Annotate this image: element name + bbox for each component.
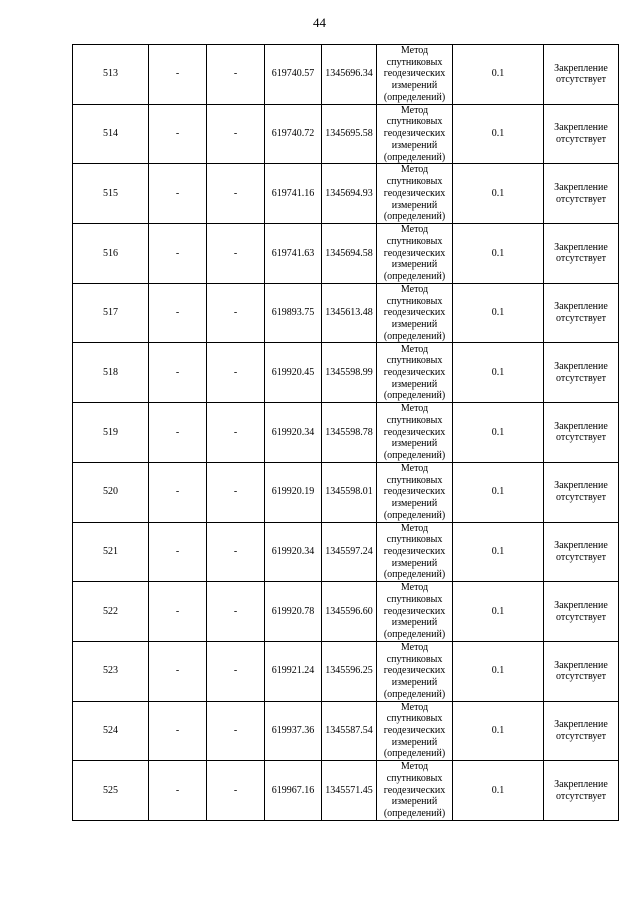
cell-empty-dash: -	[207, 582, 265, 642]
cell-accuracy: 0.1	[453, 224, 544, 284]
cell-coordinate-y: 1345598.78	[322, 403, 377, 463]
cell-coordinate-y: 1345694.58	[322, 224, 377, 284]
cell-point-number: 524	[73, 701, 149, 761]
cell-empty-dash: -	[149, 403, 207, 463]
cell-coordinate-x: 619740.57	[265, 45, 322, 105]
cell-coordinate-y: 1345695.58	[322, 104, 377, 164]
cell-coordinate-y: 1345596.60	[322, 582, 377, 642]
cell-coordinate-x: 619740.72	[265, 104, 322, 164]
cell-method: Метод спутниковых геодезических измерений (определений)	[377, 343, 453, 403]
cell-empty-dash: -	[149, 522, 207, 582]
cell-method: Метод спутниковых геодезических измерений (определений)	[377, 45, 453, 105]
page-number: 44	[313, 15, 326, 30]
cell-empty-dash: -	[207, 403, 265, 463]
cell-empty-dash: -	[149, 761, 207, 821]
cell-point-number: 520	[73, 462, 149, 522]
cell-point-number: 517	[73, 283, 149, 343]
cell-fixation: Закрепление отсутствует	[544, 104, 619, 164]
cell-coordinate-y: 1345598.99	[322, 343, 377, 403]
table-body	[73, 45, 619, 821]
cell-method: Метод спутниковых геодезических измерений (определений)	[377, 701, 453, 761]
table-row	[73, 701, 619, 761]
cell-fixation: Закрепление отсутствует	[544, 343, 619, 403]
cell-empty-dash: -	[207, 343, 265, 403]
cell-fixation: Закрепление отсутствует	[544, 164, 619, 224]
cell-point-number: 513	[73, 45, 149, 105]
table-row	[73, 104, 619, 164]
table-row	[73, 343, 619, 403]
cell-fixation: Закрепление отсутствует	[544, 761, 619, 821]
cell-method: Метод спутниковых геодезических измерений (определений)	[377, 403, 453, 463]
cell-accuracy: 0.1	[453, 104, 544, 164]
table-row	[73, 283, 619, 343]
table-row	[73, 164, 619, 224]
cell-empty-dash: -	[207, 701, 265, 761]
table-row	[73, 522, 619, 582]
cell-method: Метод спутниковых геодезических измерений (определений)	[377, 641, 453, 701]
table-row	[73, 582, 619, 642]
cell-coordinate-y: 1345571.45	[322, 761, 377, 821]
cell-accuracy: 0.1	[453, 164, 544, 224]
cell-point-number: 515	[73, 164, 149, 224]
cell-method: Метод спутниковых геодезических измерений (определений)	[377, 462, 453, 522]
cell-accuracy: 0.1	[453, 462, 544, 522]
cell-fixation: Закрепление отсутствует	[544, 403, 619, 463]
cell-point-number: 525	[73, 761, 149, 821]
table-row	[73, 403, 619, 463]
cell-method: Метод спутниковых геодезических измерений (определений)	[377, 224, 453, 284]
cell-fixation: Закрепление отсутствует	[544, 582, 619, 642]
cell-point-number: 516	[73, 224, 149, 284]
cell-coordinate-x: 619921.24	[265, 641, 322, 701]
cell-empty-dash: -	[149, 343, 207, 403]
cell-coordinate-x: 619920.34	[265, 522, 322, 582]
cell-method: Метод спутниковых геодезических измерений (определений)	[377, 582, 453, 642]
cell-fixation: Закрепление отсутствует	[544, 522, 619, 582]
cell-coordinate-x: 619967.16	[265, 761, 322, 821]
cell-fixation: Закрепление отсутствует	[544, 45, 619, 105]
cell-empty-dash: -	[207, 104, 265, 164]
cell-accuracy: 0.1	[453, 701, 544, 761]
cell-empty-dash: -	[149, 582, 207, 642]
cell-method: Метод спутниковых геодезических измерений (определений)	[377, 283, 453, 343]
cell-coordinate-x: 619893.75	[265, 283, 322, 343]
cell-coordinate-y: 1345694.93	[322, 164, 377, 224]
cell-fixation: Закрепление отсутствует	[544, 462, 619, 522]
cell-coordinate-x: 619741.63	[265, 224, 322, 284]
cell-empty-dash: -	[207, 462, 265, 522]
cell-empty-dash: -	[207, 224, 265, 284]
table-row	[73, 45, 619, 105]
cell-accuracy: 0.1	[453, 641, 544, 701]
cell-coordinate-x: 619920.34	[265, 403, 322, 463]
cell-coordinate-y: 1345596.25	[322, 641, 377, 701]
cell-coordinate-x: 619920.19	[265, 462, 322, 522]
cell-coordinate-y: 1345696.34	[322, 45, 377, 105]
cell-coordinate-y: 1345598.01	[322, 462, 377, 522]
cell-empty-dash: -	[149, 701, 207, 761]
cell-point-number: 518	[73, 343, 149, 403]
cell-accuracy: 0.1	[453, 343, 544, 403]
cell-coordinate-x: 619920.45	[265, 343, 322, 403]
cell-accuracy: 0.1	[453, 45, 544, 105]
cell-fixation: Закрепление отсутствует	[544, 641, 619, 701]
cell-empty-dash: -	[149, 45, 207, 105]
cell-coordinate-x: 619920.78	[265, 582, 322, 642]
cell-point-number: 514	[73, 104, 149, 164]
table-row	[73, 224, 619, 284]
cell-fixation: Закрепление отсутствует	[544, 701, 619, 761]
cell-point-number: 521	[73, 522, 149, 582]
cell-accuracy: 0.1	[453, 283, 544, 343]
cell-point-number: 523	[73, 641, 149, 701]
cell-empty-dash: -	[207, 641, 265, 701]
cell-empty-dash: -	[149, 224, 207, 284]
cell-method: Метод спутниковых геодезических измерений (определений)	[377, 164, 453, 224]
coordinates-table	[72, 44, 619, 821]
cell-empty-dash: -	[207, 761, 265, 821]
cell-coordinate-x: 619741.16	[265, 164, 322, 224]
cell-empty-dash: -	[149, 283, 207, 343]
cell-point-number: 522	[73, 582, 149, 642]
cell-fixation: Закрепление отсутствует	[544, 224, 619, 284]
cell-empty-dash: -	[149, 104, 207, 164]
cell-coordinate-y: 1345597.24	[322, 522, 377, 582]
cell-coordinate-y: 1345613.48	[322, 283, 377, 343]
cell-method: Метод спутниковых геодезических измерений (определений)	[377, 761, 453, 821]
cell-method: Метод спутниковых геодезических измерений (определений)	[377, 522, 453, 582]
table-row	[73, 641, 619, 701]
cell-fixation: Закрепление отсутствует	[544, 283, 619, 343]
cell-empty-dash: -	[207, 522, 265, 582]
cell-coordinate-x: 619937.36	[265, 701, 322, 761]
cell-empty-dash: -	[149, 164, 207, 224]
table-row	[73, 761, 619, 821]
cell-accuracy: 0.1	[453, 522, 544, 582]
cell-empty-dash: -	[207, 164, 265, 224]
cell-accuracy: 0.1	[453, 761, 544, 821]
cell-empty-dash: -	[207, 283, 265, 343]
cell-coordinate-y: 1345587.54	[322, 701, 377, 761]
cell-empty-dash: -	[207, 45, 265, 105]
cell-point-number: 519	[73, 403, 149, 463]
cell-empty-dash: -	[149, 462, 207, 522]
cell-accuracy: 0.1	[453, 582, 544, 642]
cell-empty-dash: -	[149, 641, 207, 701]
cell-accuracy: 0.1	[453, 403, 544, 463]
cell-method: Метод спутниковых геодезических измерений (определений)	[377, 104, 453, 164]
table-row	[73, 462, 619, 522]
